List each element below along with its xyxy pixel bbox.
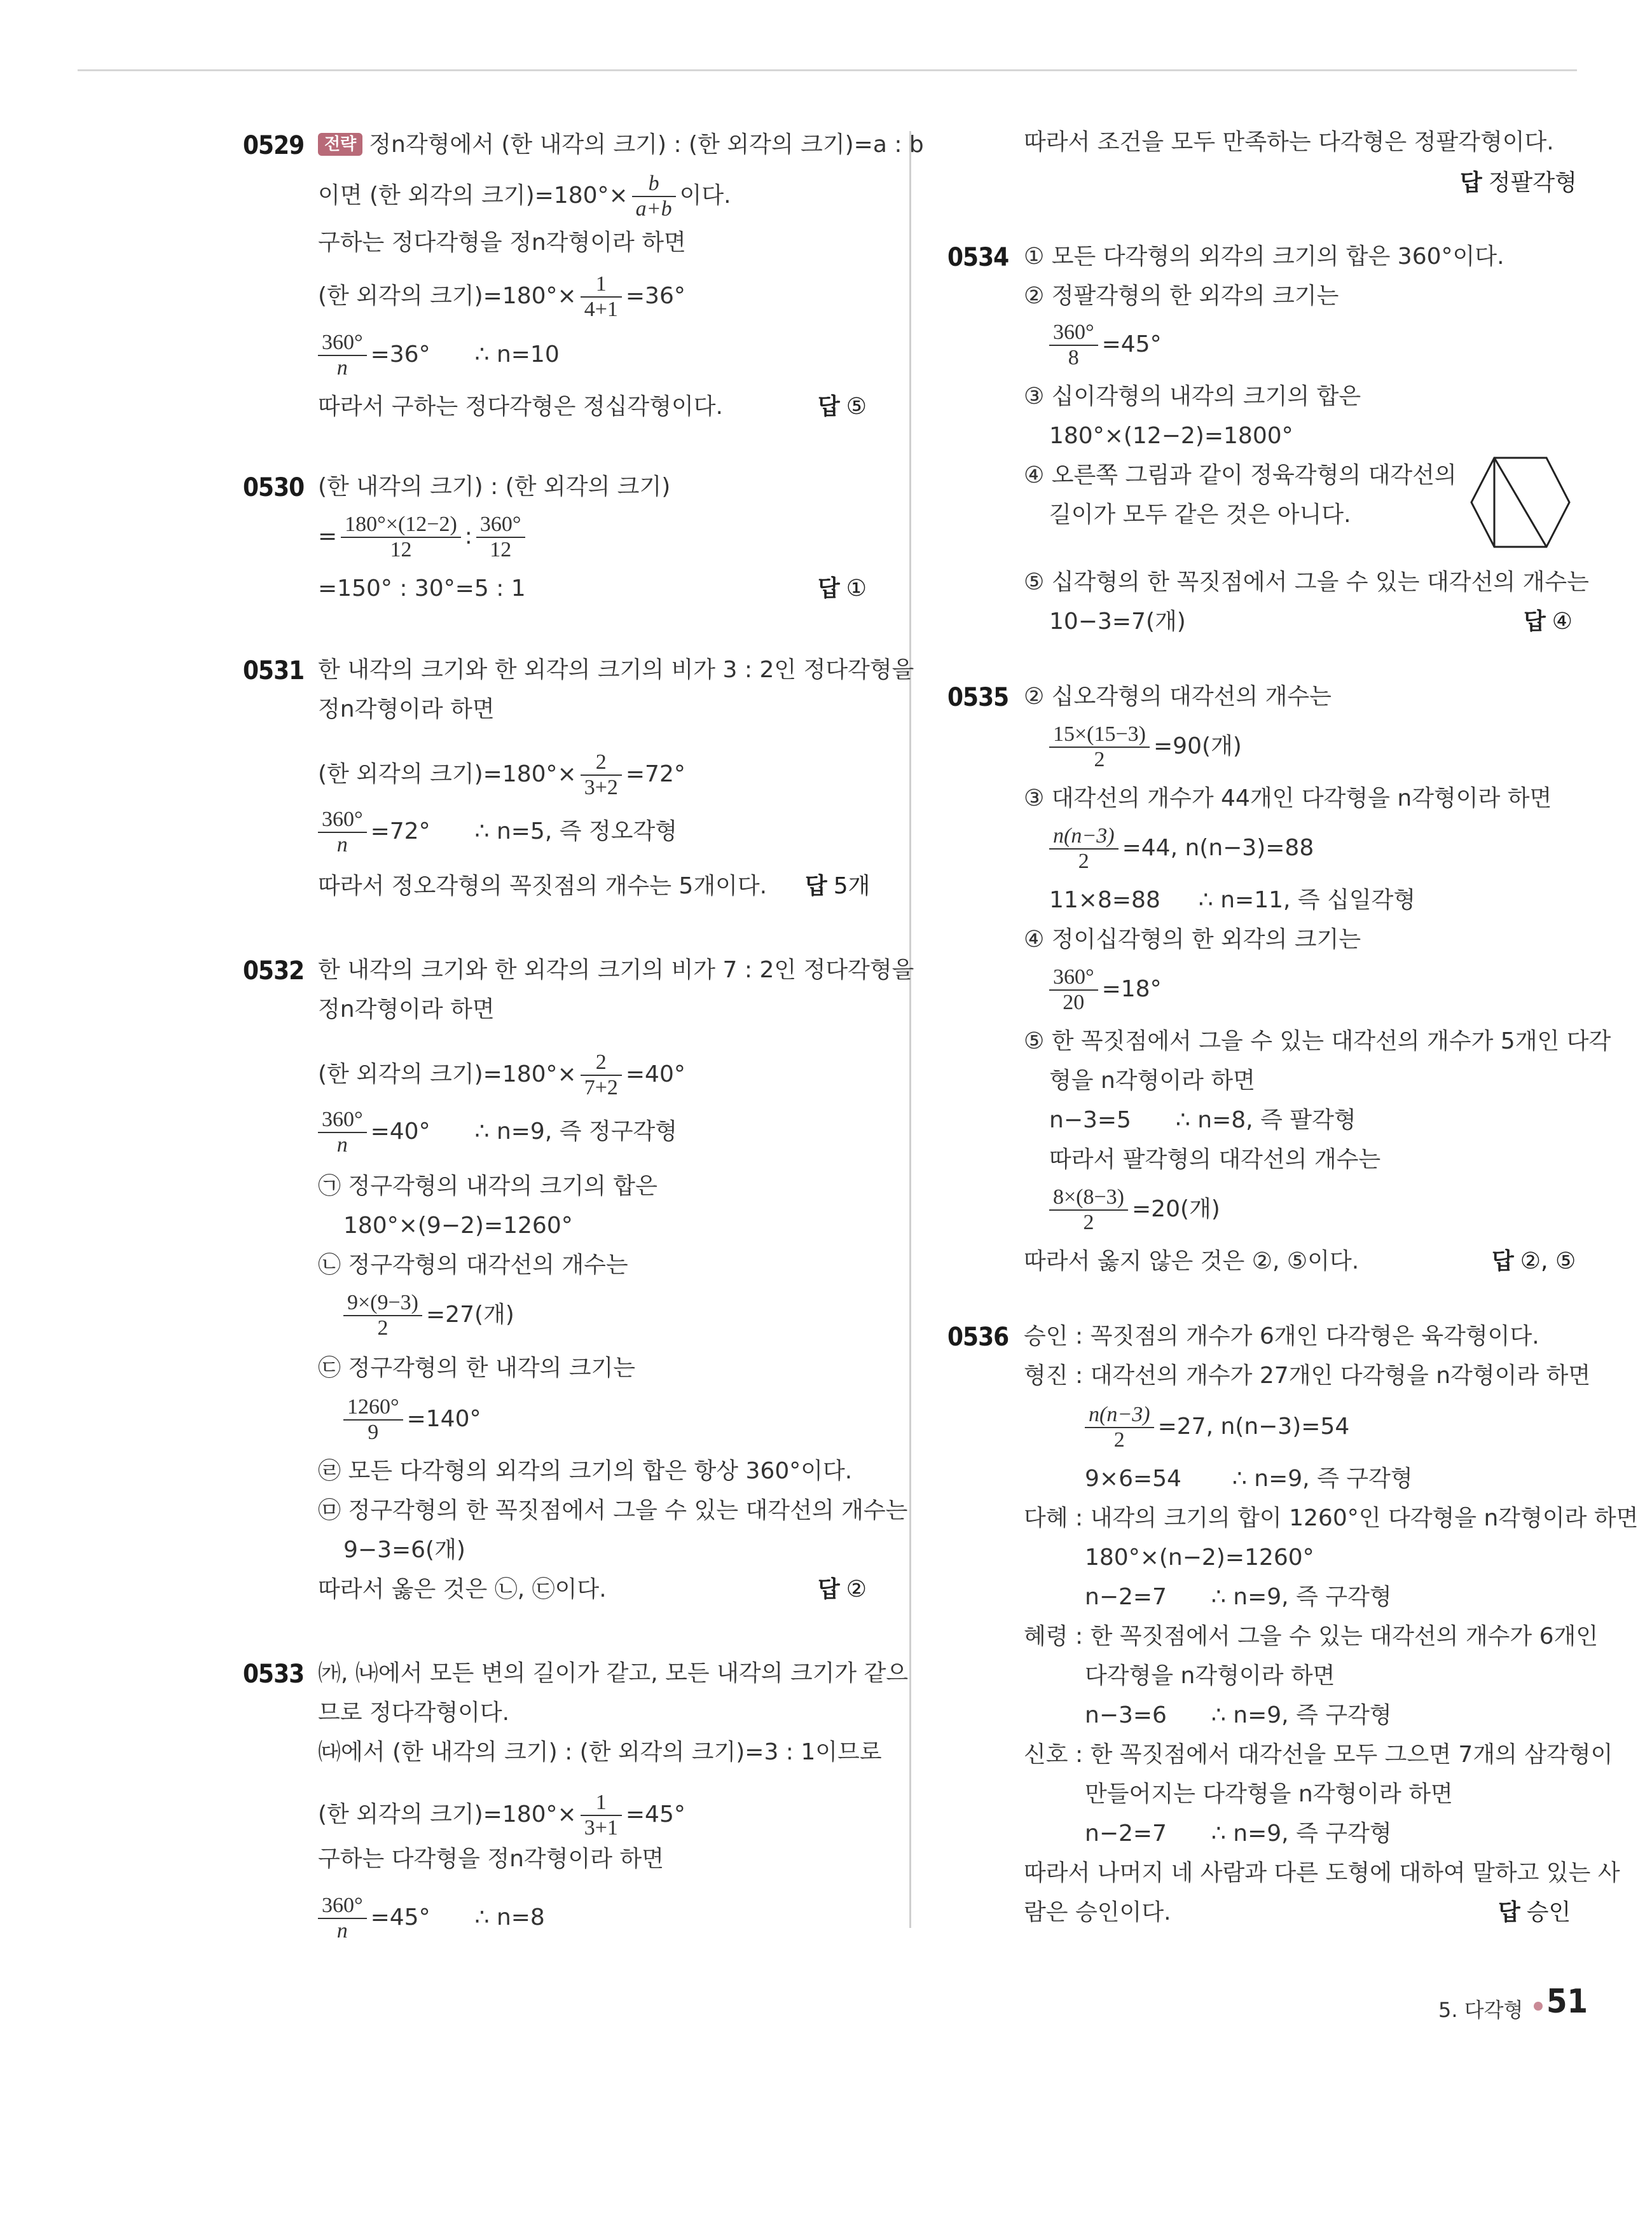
fraction: $\frac{n(n-3)}{2}$ [1049, 824, 1119, 874]
fraction: $\frac{2}{7+2}$ [581, 1050, 622, 1100]
text-line: 신호 : 한 꼭짓점에서 대각선을 모두 그으면 7개의 삼각형이 [1024, 1742, 1613, 1768]
text-line: 이면 (한 외각의 크기)=180°× $\frac{b}{a+b}$ 이다. [318, 172, 731, 221]
text-line: 람은 승인이다. [1024, 1899, 1171, 1925]
answer: 답 승인 [1498, 1899, 1571, 1925]
text-line: 10−3=7(개) [1049, 609, 1186, 635]
text-line: $\frac{360^\circ}{20}$ =18° [1049, 965, 1162, 1015]
text-line: 형진 : 대각선의 개수가 27개인 다각형을 n각형이라 하면 [1024, 1363, 1591, 1389]
fraction: $\frac{1}{4+1}$ [581, 272, 622, 322]
text-line: ㈎, ㈏에서 모든 변의 길이가 같고, 모든 내각의 크기가 같으 [318, 1660, 909, 1686]
text-line: ② 십오각형의 대각선의 개수는 [1024, 684, 1332, 710]
problem-number: 0532 [243, 956, 305, 986]
text-line: n−2=7 ∴ n=9, 즉 구각형 [1085, 1584, 1392, 1610]
text-line: 따라서 정오각형의 꼭짓점의 개수는 5개이다. [318, 873, 767, 899]
answer: 답 ② [818, 1576, 867, 1602]
text-line: ㉢ 정구각형의 한 내각의 크기는 [318, 1355, 636, 1381]
text-line: $\frac{360^\circ}{8}$ =45° [1049, 320, 1162, 370]
text-line: 구하는 정다각형을 정n각형이라 하면 [318, 230, 686, 256]
column-divider [909, 131, 911, 1928]
text-line: ① 모든 다각형의 외각의 크기의 합은 360°이다. [1024, 244, 1504, 270]
problem-number: 0536 [947, 1323, 1009, 1352]
text-line: 구하는 다각형을 정n각형이라 하면 [318, 1846, 664, 1872]
answer: 답 ②, ⑤ [1492, 1248, 1576, 1274]
fraction: $\frac{n(n-3)}{2}$ [1085, 1403, 1154, 1452]
top-rule [78, 69, 1577, 71]
text-line: 길이가 모두 같은 것은 아니다. [1049, 502, 1351, 528]
text-line: 180°×(9−2)=1260° [343, 1213, 573, 1239]
fraction: $\frac{180^\circ\times(12-2)}{12}$ [341, 513, 461, 562]
answer: 답 5개 [805, 873, 871, 899]
problem-number: 0531 [243, 656, 305, 685]
text-line: = $\frac{180^\circ\times(12-2)}{12}$ : $\frac{360^\circ}{12}$ [318, 513, 529, 562]
fraction: $\frac{2}{3+2}$ [581, 750, 622, 800]
fraction: $\frac{1260^\circ}{9}$ [343, 1395, 403, 1445]
answer: 답 ④ [1524, 609, 1573, 635]
fraction: $\frac{15\times(15-3)}{2}$ [1049, 722, 1150, 772]
text-line: ③ 십이각형의 내각의 크기의 합은 [1024, 383, 1361, 410]
problem-number: 0530 [243, 473, 305, 502]
fraction: $\frac{360^\circ}{n}$ [318, 1108, 367, 1157]
fraction: $\frac{9\times(9-3)}{2}$ [343, 1291, 422, 1340]
chapter-label: 5. 다각형 [1438, 1998, 1524, 2022]
problem-number: 0529 [243, 131, 305, 160]
text-line: n−2=7 ∴ n=9, 즉 구각형 [1085, 1820, 1392, 1847]
text-line: $\frac{360^\circ}{n}$ =72° ∴ n=5, 즉 정오각형 [318, 808, 677, 857]
text-line: 다혜 : 내각의 크기의 합이 1260°인 다각형을 n각형이라 하면 [1024, 1505, 1639, 1531]
text-line: 승인 : 꼭짓점의 개수가 6개인 다각형은 육각형이다. [1024, 1323, 1539, 1349]
text-line: (한 외각의 크기)=180°× $\frac{2}{3+2}$ =72° [318, 750, 685, 799]
problem-number: 0535 [947, 683, 1009, 712]
text-line: 만들어지는 다각형을 n각형이라 하면 [1085, 1781, 1453, 1807]
text-line: (한 외각의 크기)=180°× $\frac{1}{4+1}$ =36° [318, 272, 685, 321]
text-line: ② 정팔각형의 한 외각의 크기는 [1024, 283, 1339, 309]
text-line: ⑤ 한 꼭짓점에서 그을 수 있는 대각선의 개수가 5개인 다각 [1024, 1028, 1611, 1054]
answer: 답 ① [818, 575, 867, 602]
text-line: 따라서 나머지 네 사람과 다른 도형에 대하여 말하고 있는 사 [1024, 1860, 1620, 1886]
text-line: ⑤ 십각형의 한 꼭짓점에서 그을 수 있는 대각선의 개수는 [1024, 569, 1589, 595]
text-line: 따라서 옳은 것은 ㉡, ㉢이다. [318, 1576, 607, 1602]
text-line: 180°×(n−2)=1260° [1085, 1545, 1314, 1571]
text-line: n−3=5 ∴ n=8, 즉 팔각형 [1049, 1107, 1356, 1133]
fraction: $\frac{8\times(8-3)}{2}$ [1049, 1185, 1128, 1235]
text-line: 따라서 구하는 정다각형은 정십각형이다. [318, 394, 723, 420]
fraction: $\frac{360^\circ}{20}$ [1049, 965, 1098, 1015]
text-line: (한 외각의 크기)=180°× $\frac{2}{7+2}$ =40° [318, 1050, 685, 1099]
text-line: $\frac{n(n-3)}{2}$ =44, n(n−3)=88 [1049, 824, 1314, 874]
text-line: $\frac{8\times(8-3)}{2}$ =20(개) [1049, 1185, 1220, 1235]
fraction: $\frac{360^\circ}{n}$ [318, 1894, 367, 1943]
text-line: (한 외각의 크기)=180°× $\frac{1}{3+1}$ =45° [318, 1791, 685, 1840]
text-line: 따라서 팔각형의 대각선의 개수는 [1049, 1146, 1381, 1173]
text-line: =150° : 30°=5 : 1 [318, 575, 526, 602]
text-line: $\frac{1260^\circ}{9}$ =140° [343, 1395, 481, 1445]
text-line: n−3=6 ∴ n=9, 즉 구각형 [1085, 1702, 1392, 1728]
text-line: ㉠ 정구각형의 내각의 크기의 합은 [318, 1173, 657, 1199]
text-line: 므로 정다각형이다. [318, 1700, 510, 1726]
text-line: 전략 정n각형에서 (한 내각의 크기) : (한 외각의 크기)=a : b [318, 130, 924, 160]
text-line: ㉤ 정구각형의 한 꼭짓점에서 그을 수 있는 대각선의 개수는 [318, 1497, 908, 1524]
fraction: $\frac{1}{3+1}$ [581, 1791, 622, 1840]
text-line: $\frac{360^\circ}{n}$ =40° ∴ n=9, 즉 정구각형 [318, 1108, 677, 1157]
text-line: 형을 n각형이라 하면 [1049, 1068, 1255, 1094]
text-line: ㈐에서 (한 내각의 크기) : (한 외각의 크기)=3 : 1이므로 [318, 1739, 882, 1765]
text-line: 11×8=88 ∴ n=11, 즉 십일각형 [1049, 887, 1416, 913]
answer: 답 정팔각형 [1460, 170, 1577, 196]
text-line: 한 내각의 크기와 한 외각의 크기의 비가 3 : 2인 정다각형을 [318, 657, 914, 683]
fraction: $\frac{360^\circ}{n}$ [318, 331, 367, 380]
text-line: $\frac{360^\circ}{n}$ =36° ∴ n=10 [318, 331, 560, 380]
text-line: ③ 대각선의 개수가 44개인 다각형을 n각형이라 하면 [1024, 785, 1552, 811]
problem-number: 0534 [947, 243, 1009, 272]
text-line: 9×6=54 ∴ n=9, 즉 구각형 [1085, 1466, 1413, 1492]
text-line: 180°×(12−2)=1800° [1049, 423, 1293, 449]
text-line: (한 내각의 크기) : (한 외각의 크기) [318, 474, 671, 500]
text-line: ④ 정이십각형의 한 외각의 크기는 [1024, 926, 1361, 953]
text-line: $\frac{15\times(15-3)}{2}$ =90(개) [1049, 722, 1242, 772]
fraction: $\frac{360^\circ}{8}$ [1049, 320, 1098, 370]
bullet-dot-icon [1534, 2002, 1543, 2011]
fraction: $\frac{b}{a+b}$ [632, 172, 676, 221]
text-line: ㉡ 정구각형의 대각선의 개수는 [318, 1252, 628, 1278]
text-line: 따라서 조건을 모두 만족하는 다각형은 정팔각형이다. [1024, 129, 1554, 155]
hexagon-diagram [1469, 455, 1572, 549]
text-line: 정n각형이라 하면 [318, 996, 495, 1022]
text-line: 다각형을 n각형이라 하면 [1085, 1663, 1335, 1689]
text-line: 9−3=6(개) [343, 1537, 465, 1563]
text-line: 혜령 : 한 꼭짓점에서 그을 수 있는 대각선의 개수가 6개인 [1024, 1623, 1599, 1649]
strategy-tag: 전략 [318, 133, 362, 156]
text-line: $\frac{n(n-3)}{2}$ =27, n(n−3)=54 [1085, 1403, 1349, 1452]
problem-number: 0533 [243, 1660, 305, 1689]
text-line: 한 내각의 크기와 한 외각의 크기의 비가 7 : 2인 정다각형을 [318, 957, 914, 983]
fraction: $\frac{360^\circ}{12}$ [476, 513, 525, 562]
text-line: 정n각형이라 하면 [318, 696, 495, 722]
page-number: 51 [1546, 1983, 1588, 2021]
text-line: $\frac{9\times(9-3)}{2}$ =27(개) [343, 1291, 514, 1340]
text-line: $\frac{360^\circ}{n}$ =45° ∴ n=8 [318, 1894, 545, 1943]
text-line: ㉣ 모든 다각형의 외각의 크기의 합은 항상 360°이다. [318, 1458, 853, 1484]
fraction: $\frac{360^\circ}{n}$ [318, 808, 367, 857]
answer: 답 ⑤ [818, 394, 867, 420]
text-line: 따라서 옳지 않은 것은 ②, ⑤이다. [1024, 1248, 1359, 1274]
text-line: ④ 오른쪽 그림과 같이 정육각형의 대각선의 [1024, 462, 1457, 488]
